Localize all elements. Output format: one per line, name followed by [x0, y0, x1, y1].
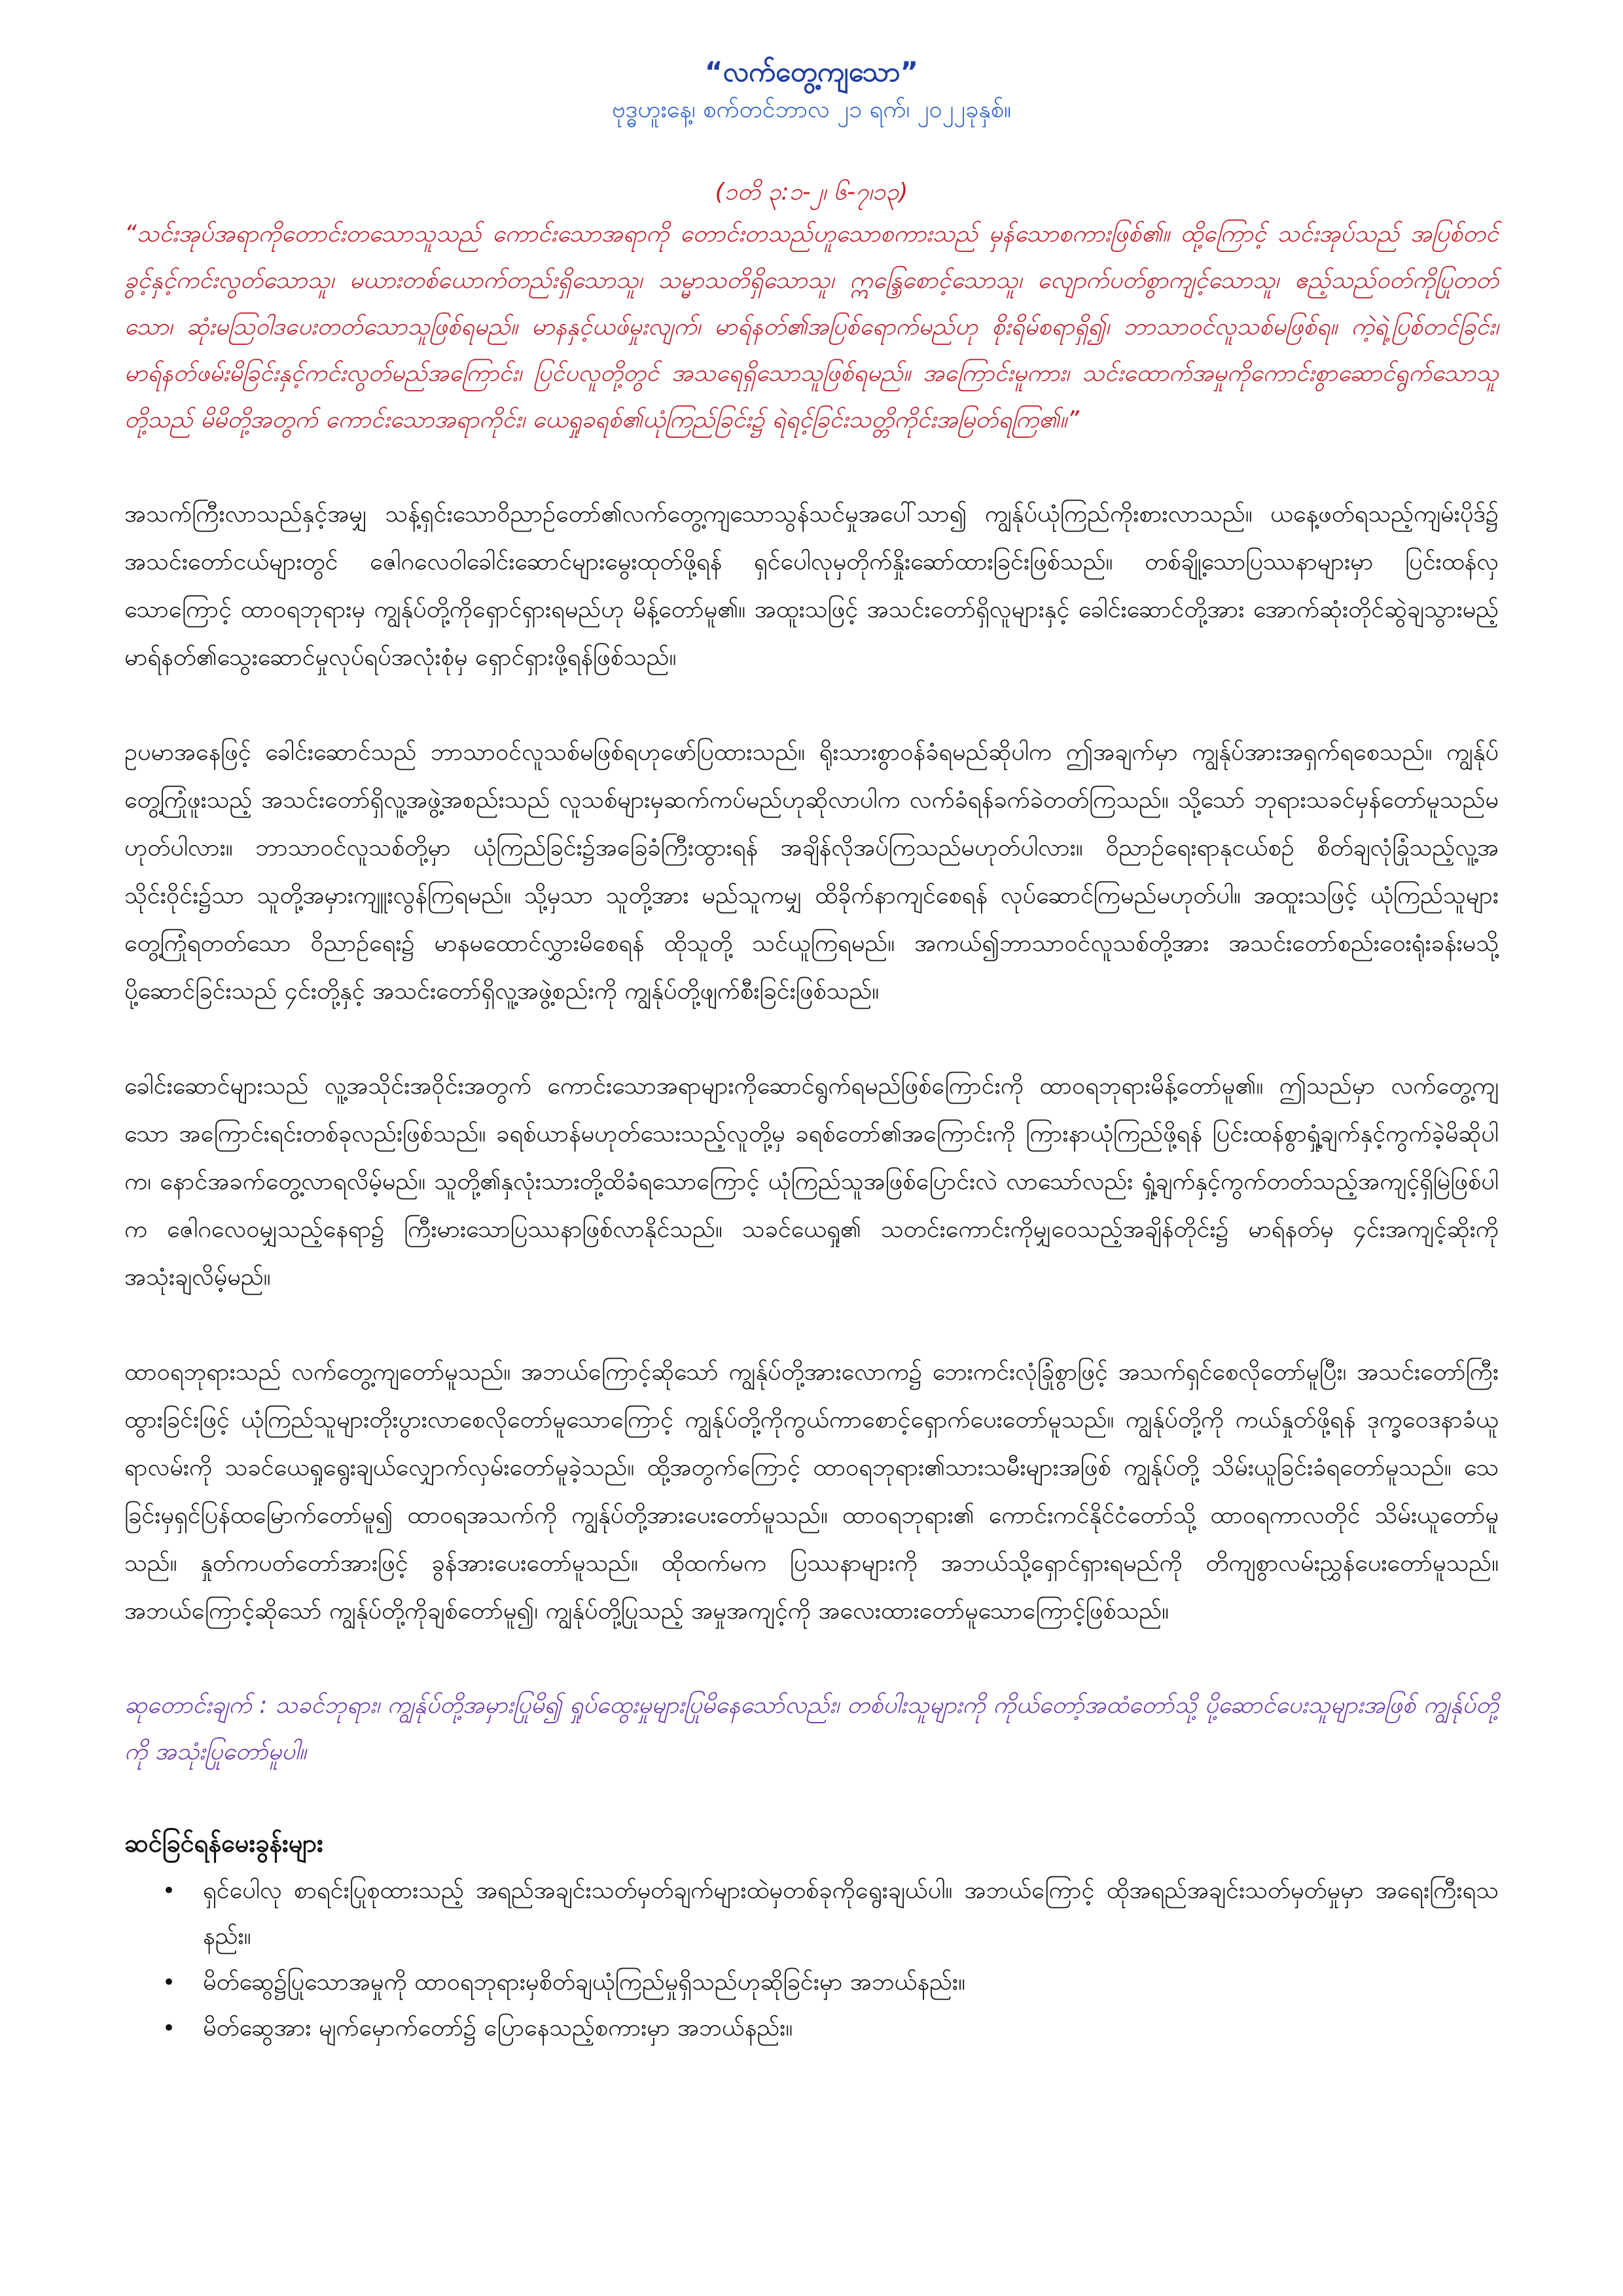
question-item — [162, 2005, 1499, 2051]
questions-heading: ဆင်ခြင်ရန်မေးခွန်းများ — [124, 1829, 323, 1857]
scripture-reference: (၁တိ ၃:၁-၂၊ ၆-၇၊၁၃) — [715, 179, 908, 206]
body-paragraph: ဥပမာအနေဖြင့် ခေါင်းဆောင်သည် ဘာသာဝင်လူသစ်မဖြစ်ရဟုဖော်ပြထားသည်။ ရိုးသားစွာဝန်ခံရမည်ဆိုပါက ဤအချက်မှာ ကျွန်ုပ်အားအရှက်ရစေသည်။ ကျွန်ုပ်တွေ့ကြုံဖူးသည့် အသင်းတော်ရှိလူ့အဖွဲ့အစည်းသည် လူသစ်များမှဆက်ကပ်မည်ဟုဆိုလာပါက လက်ခံရန်ခက်ခဲတတ်ကြသည်။ သို့သော် ဘုရားသခင်မှန်တော်မူသည်မဟုတ်ပါလား။ ဘာသာဝင်လူသစ်တို့မှာ ယုံကြည်ခြင်း၌အခြေခံကြီးထွားရန် အချိန်လိုအပ်ကြသည်မဟုတ်ပါလား။ ဝိညာဉ်ရေးရာနုငယ်စဉ် စိတ်ချလုံခြုံသည့်လူ့အသိုင်းဝိုင်း၌သာ သူတို့အမှားကျူးလွန်ကြရမည်။ သို့မှသာ သူတို့အား မည်သူကမျှ ထိခိုက်နာကျင်စေရန် လုပ်ဆောင်ကြမည်မဟုတ်ပါ။ အထူးသဖြင့် ယုံကြည်သူများတွေ့ကြုံရတတ်သော ဝိညာဉ်ရေး၌ မာနမထောင်လွှားမိစေရန် ထိုသူတို့ သင်ယူကြရမည်။ အကယ်၍ဘာသာဝင်လူသစ်တို့အား အသင်းတော်စည်းဝေးရုံးခန်းမသို့ ပို့ဆောင်ခြင်းသည် ၄င်းတို့နှင့် အသင်းတော်ရှိလူ့အဖွဲ့စည်းကို ကျွန်ုပ်တို့ဖျက်စီးခြင်းဖြစ်သည်။ — [124, 739, 1499, 1005]
prayer-text: ဆုတောင်းချက် : သခင်ဘုရား၊ ကျွန်ုပ်တို့အမှားပြုမိ၍ ရှုပ်ထွေးမှုများပြုမိနေသော်လည်း၊ တစ်ပါးသူများကို ကိုယ်တော့်အထံတော်သို့ ပို့ဆောင်ပေးသူများအဖြစ် ကျွန်ုပ်တို့ကို အသုံးပြုတော်မူပါ။ — [124, 1692, 1499, 1765]
question-text: မိတ်ဆွေအား မျက်မှောက်တော်၌ ပြောနေသည့်စကားမှာ အဘယ်နည်း။ — [203, 2015, 793, 2041]
bullet-icon: • — [162, 1878, 176, 1904]
body-paragraph: အသက်ကြီးလာသည်နှင့်အမျှ သန့်ရှင်းသောဝိညာဉ်တော်၏လက်တွေ့ကျသောသွန်သင်မှုအပေါ်သာ၍ ကျွန်ုပ်ယုံကြည်ကိုးစားလာသည်။ ယနေ့ဖတ်ရသည့်ကျမ်းပိုဒ်၌ အသင်းတော်ငယ်များတွင် ဇေါဂလေဝါခေါင်းဆောင်များမွေးထုတ်ဖို့ရန် ရှင်ပေါလုမှတိုက်နှိုးဆော်ထားခြင်းဖြစ်သည်။ တစ်ချို့သောပြဿနာများမှာ ပြင်းထန်လှသောကြောင့် ထာဝရဘုရားမှ ကျွန်ုပ်တို့ကိုရှောင်ရှားရမည်ဟု မိန့်တော်မူ၏။ အထူးသဖြင့် အသင်းတော်ရှိလူများနှင့် ခေါင်းဆောင်တို့အား အောက်ဆုံးတိုင်ဆွဲချသွားမည့် မာရ်နတ်၏သွေးဆောင်မှုလုပ်ရပ်အလုံးစုံမှ ရှောင်ရှားဖို့ရန်ဖြစ်သည်။ — [124, 501, 1499, 671]
question-item — [162, 1868, 1499, 1960]
body-paragraph: ထာဝရဘုရားသည် လက်တွေ့ကျတော်မူသည်။ အဘယ်ကြောင့်ဆိုသော် ကျွန်ုပ်တို့အားလောက၌ ဘေးကင်းလုံခြုံစွာဖြင့် အသက်ရှင်စေလိုတော်မူပြီး၊ အသင်းတော်ကြီးထွားခြင်းဖြင့် ယုံကြည်သူများတိုးပွားလာစေလိုတော်မူသောကြောင့် ကျွန်ုပ်တို့ကိုကွယ်ကာစောင့်ရှောက်ပေးတော်မူသည်။ ကျွန်ုပ်တို့ကို ကယ်နှုတ်ဖို့ရန် ဒုက္ခဝေဒနာခံယူရာလမ်းကို သခင်ယေရှုရွေးချယ်လျှောက်လှမ်းတော်မူခဲ့သည်။ ထို့အတွက်ကြောင့် ထာဝရဘုရား၏သားသမီးများအဖြစ် ကျွန်ုပ်တို့ သိမ်းယူခြင်းခံရတော်မူသည်။ သေခြင်းမှရှင်ပြန်ထမြောက်တော်မူ၍ ထာဝရအသက်ကို ကျွန်ုပ်တို့အားပေးတော်မူသည်။ ထာဝရဘုရား၏ ကောင်းကင်နိုင်ငံတော်သို့ ထာဝရကာလတိုင် သိမ်းယူတော်မူသည်။ နှုတ်ကပတ်တော်အားဖြင့် ခွန်အားပေးတော်မူသည်။ ထိုထက်မက ပြဿနာများကို အဘယ်သို့ရှောင်ရှားရမည်ကို တိကျစွာလမ်းညွှန်ပေးတော်မူသည်။ အဘယ်ကြောင့်ဆိုသော် ကျွန်ုပ်တို့ကိုချစ်တော်မူ၍၊ ကျွန်ုပ်တို့ပြုသည့် အမှုအကျင့်ကို အလေးထားတော်မူသောကြောင့်ဖြစ်သည်။ — [124, 1359, 1499, 1624]
question-item — [162, 1960, 1499, 2005]
questions-list — [124, 1868, 1499, 2051]
question-text: ရှင်ပေါလု စာရင်းပြုစုထားသည့် အရည်အချင်းသတ်မှတ်ချက်များထဲမှတစ်ခုကိုရွေးချယ်ပါ။ အဘယ်ကြောင့် ထိုအရည်အချင်းသတ်မှတ်မှုမှာ အရေးကြီးရသနည်း။ — [203, 1877, 1499, 1950]
bullet-icon: • — [162, 1969, 176, 1996]
body-paragraph: ခေါင်းဆောင်များသည် လူ့အသိုင်းအဝိုင်းအတွက် ကောင်းသောအရာများကိုဆောင်ရွက်ရမည်ဖြစ်ကြောင်းကို ထာဝရဘုရားမိန့်တော်မူ၏။ ဤသည်မှာ လက်တွေ့ကျသော အကြောင်းရင်းတစ်ခုလည်းဖြစ်သည်။ ခရစ်ယာန်မဟုတ်သေးသည့်လူတို့မှ ခရစ်တော်၏အကြောင်းကို ကြားနာယုံကြည်ဖို့ရန် ပြင်းထန်စွာရှုံ့ချက်နှင့်ကွက်ခဲ့မိဆိုပါက၊ နောင်အခက်တွေ့လာရလိမ့်မည်။ သူတို့၏နှလုံးသားတို့ထိခံရသောကြောင့် ယုံကြည်သူအဖြစ်ပြောင်းလဲ လာသော်လည်း ရှုံ့ချက်နှင့်ကွက်တတ်သည့်အကျင့်ရှိမြဲဖြစ်ပါက ဇေါဂလေဝမျှသည့်နေရာ၌ ကြီးမားသောပြဿနာဖြစ်လာနိုင်သည်။ သခင်ယေရှု၏ သတင်းကောင်းကိုမျှဝေသည့်အချိန်တိုင်း၌ မာရ်နတ်မှ ၄င်းအကျင့်ဆိုးကို အသုံးချလိမ့်မည်။ — [124, 1073, 1499, 1291]
scripture-text: “သင်းအုပ်အရာကိုတောင်းတသောသူသည် ကောင်းသောအရာကို တောင်းတသည်ဟူသောစကားသည် မှန်သောစကားဖြစ်၏။ ထို့ကြောင့် သင်းအုပ်သည် အပြစ်တင်ခွင့်နှင့်ကင်းလွတ်သောသူ၊ မယားတစ်ယောက်တည်းရှိသောသူ၊ သမ္မာသတိရှိသောသူ၊ ဣန္ဒြေစောင့်သောသူ၊ လျောက်ပတ်စွာကျင့်သောသူ၊ ဧည့်သည်ဝတ်ကိုပြုတတ်သော၊ ဆုံးမသြဝါဒပေးတတ်သောသူဖြစ်ရမည်။ မာနနှင့်ယဖ်မှုးလျက်၊ မာရ်နတ်၏အပြစ်ရောက်မည်ဟု စိုးရိမ်စရာရှိ၍၊ ဘာသာဝင်လူသစ်မဖြစ်ရ။ ကဲ့ရဲ့ပြစ်တင်ခြင်း၊ မာရ်နတ်ဖမ်းမိခြင်းနှင့်ကင်းလွတ်မည်အကြောင်း၊ ပြင်ပလူတို့တွင် အသရေရှိသောသူဖြစ်ရမည်။ အကြောင်းမူကား၊ သင်းထောက်အမှုကိုကောင်းစွာဆောင်ရွက်သောသူတို့သည် မိမိတို့အတွက် ကောင်းသောအရာကိုင်း၊ ယေရှုခရစ်၏ယုံကြည်ခြင်း၌ ရဲရင့်ခြင်းသတ္တိကိုင်းအမြတ်ရကြ၏။” — [124, 221, 1499, 433]
bullet-icon: • — [162, 2015, 176, 2041]
page-title: “လက်တွေ့ကျသော” — [704, 56, 919, 88]
date-line: ဗုဒ္ဓဟူးနေ့၊ စက်တင်ဘာလ ၂၁ ရက်၊ ၂၀၂၂ခုနှစ်။ — [612, 96, 1011, 123]
question-text: မိတ်ဆွေ၌ပြုသောအမှုကို ထာဝရဘုရားမှစိတ်ချယုံကြည်မှုရှိသည်ဟုဆိုခြင်းမှာ အဘယ်နည်း။ — [203, 1969, 965, 1996]
